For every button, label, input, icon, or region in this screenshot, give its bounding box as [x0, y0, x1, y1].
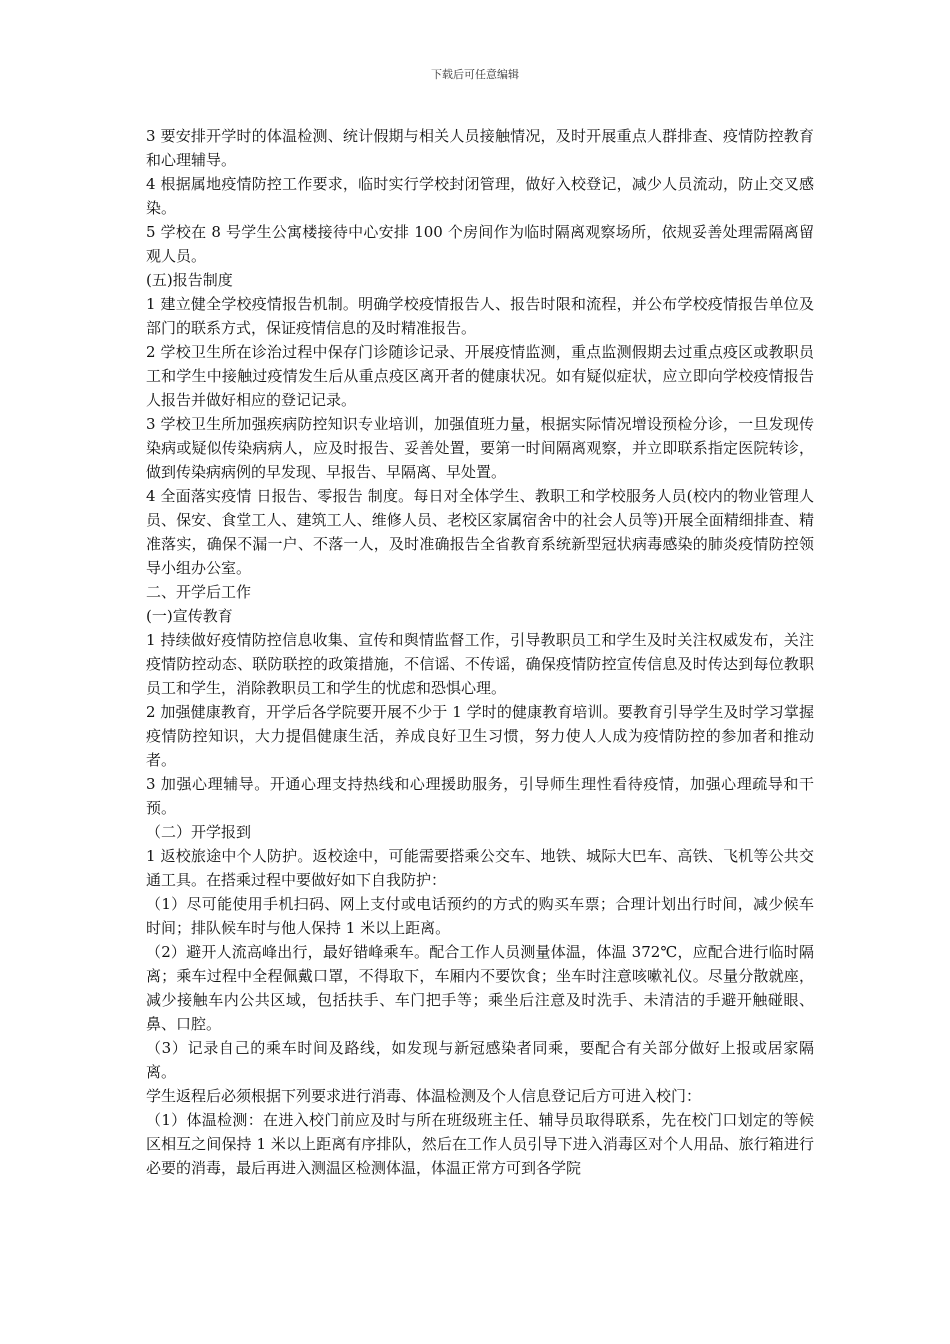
- paragraph: 3 学校卫生所加强疾病防控知识专业培训，加强值班力量，根据实际情况增设预检分诊，一旦发现传染病或疑似传染病病人，应及时报告、妥善处置，要第一时间隔离观察，并立即联系指定医院转诊，做到传染病病例的早发现、早报告、早隔离、早处置。: [146, 415, 814, 481]
- section-heading: (一)宣传教育: [146, 607, 233, 625]
- paragraph: 5 学校在 8 号学生公寓楼接待中心安排 100 个房间作为临时隔离观察场所，依规妥善处理需隔离留观人员。: [146, 223, 814, 265]
- paragraph: 4 根据属地疫情防控工作要求，临时实行学校封闭管理，做好入校登记，减少人员流动，防止交叉感染。: [146, 175, 814, 217]
- paragraph: 4 全面落实疫情 日报告、零报告 制度。每日对全体学生、教职工和学校服务人员(校内的物业管理人员、保安、食堂工人、建筑工人、维修人员、老校区家属宿舍中的社会人员等)开展全面精细排查、精准落实，确保不漏一户、不落一人，及时准确报告全省教育系统新型冠状病毒感染的肺炎疫情防控领导小组办公室。: [146, 487, 814, 577]
- paragraph: （2）避开人流高峰出行，最好错峰乘车。配合工作人员测量体温，体温 372℃，应配合进行临时隔离；乘车过程中全程佩戴口罩，不得取下，车厢内不要饮食；坐车时注意咳嗽礼仪。尽量分散就座，减少接触车内公共区域，包括扶手、车门把手等；乘坐后注意及时洗手、未清洁的手避开触碰眼、鼻、口腔。: [146, 943, 814, 1033]
- section-heading: (五)报告制度: [146, 271, 233, 289]
- paragraph: 2 学校卫生所在诊治过程中保存门诊随诊记录、开展疫情监测，重点监测假期去过重点疫区或教职员工和学生中接触过疫情发生后从重点疫区离开者的健康状况。如有疑似症状，应立即向学校疫情报告人报告并做好相应的登记记录。: [146, 343, 814, 409]
- paragraph: 学生返程后必须根据下列要求进行消毒、体温检测及个人信息登记后方可进入校门：: [146, 1087, 702, 1105]
- page-header: 下载后可任意编辑: [431, 68, 519, 81]
- paragraph: 1 持续做好疫情防控信息收集、宣传和舆情监督工作，引导教职员工和学生及时关注权威发布，关注疫情防控动态、联防联控的政策措施，不信谣、不传谣，确保疫情防控宣传信息及时传达到每位教职员工和学生，消除教职员工和学生的忧虑和恐惧心理。: [146, 631, 814, 697]
- paragraph: （1）体温检测：在进入校门前应及时与所在班级班主任、辅导员取得联系，先在校门口划定的等候区相互之间保持 1 米以上距离有序排队，然后在工作人员引导下进入消毒区对个人用品、旅行箱进行必要的消毒，最后再进入测温区检测体温，体温正常方可到各学院: [146, 1111, 814, 1177]
- paragraph: 3 加强心理辅导。开通心理支持热线和心理援助服务，引导师生理性看待疫情，加强心理疏导和干预。: [146, 775, 814, 817]
- paragraph: （1）尽可能使用手机扫码、网上支付或电话预约的方式的购买车票；合理计划出行时间，减少候车时间；排队候车时与他人保持 1 米以上距离。: [146, 895, 814, 937]
- paragraph: 1 返校旅途中个人防护。返校途中，可能需要搭乘公交车、地铁、城际大巴车、高铁、飞机等公共交通工具。在搭乘过程中要做好如下自我防护：: [146, 847, 814, 889]
- paragraph: 1 建立健全学校疫情报告机制。明确学校疫情报告人、报告时限和流程，并公布学校疫情报告单位及部门的联系方式，保证疫情信息的及时精准报告。: [146, 295, 814, 337]
- section-heading: （二）开学报到: [146, 823, 252, 841]
- section-heading: 二、开学后工作: [146, 583, 252, 601]
- document-body: [146, 124, 814, 1180]
- paragraph: 2 加强健康教育，开学后各学院要开展不少于 1 学时的健康教育培训。要教育引导学生及时学习掌握疫情防控知识，大力提倡健康生活，养成良好卫生习惯，努力使人人成为疫情防控的参加者和推动者。: [146, 703, 814, 769]
- paragraph: （3）记录自己的乘车时间及路线，如发现与新冠感染者同乘，要配合有关部分做好上报或居家隔离。: [146, 1039, 814, 1081]
- paragraph: 3 要安排开学时的体温检测、统计假期与相关人员接触情况，及时开展重点人群排查、疫情防控教育和心理辅导。: [146, 127, 814, 169]
